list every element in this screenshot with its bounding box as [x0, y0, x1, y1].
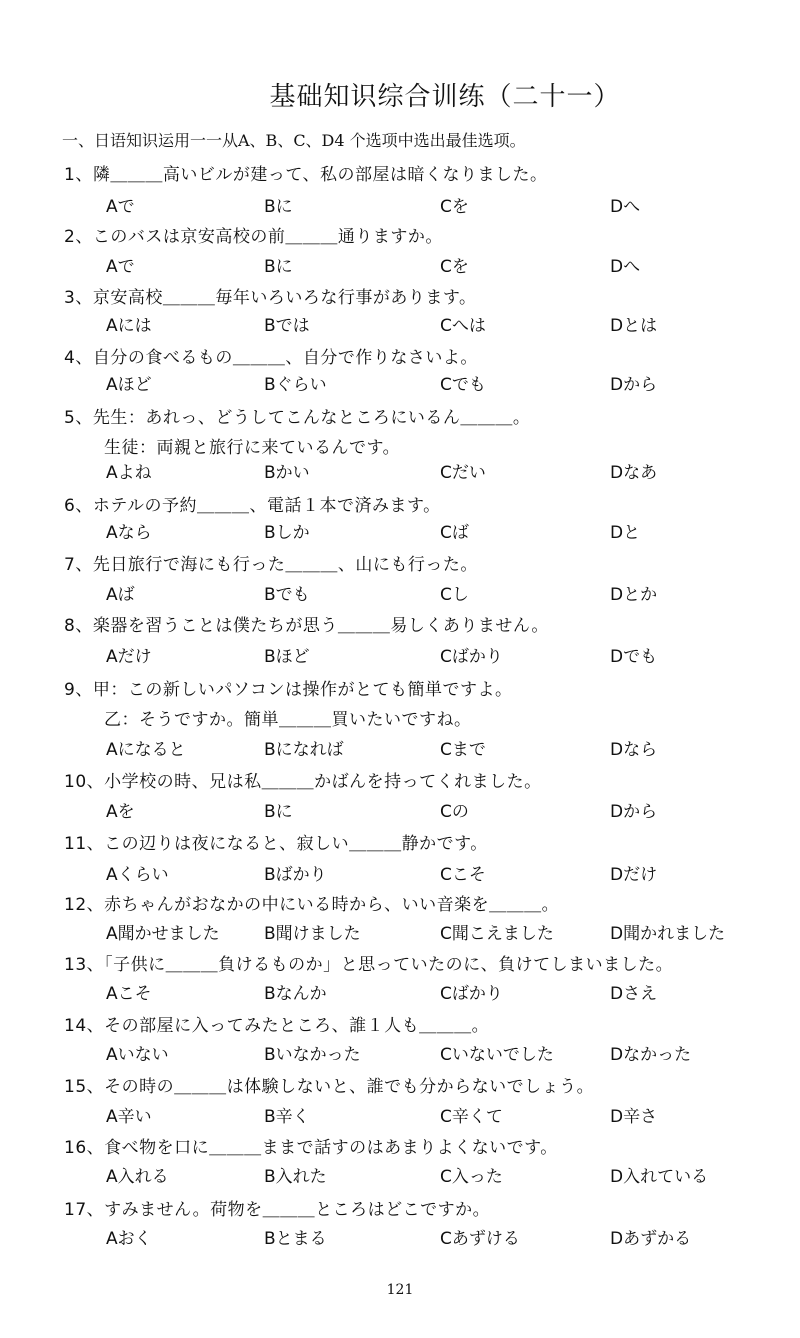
option-a: Aで [106, 257, 135, 277]
option-c: C入った [440, 1167, 503, 1187]
question-text: 1、隣＿＿＿高いビルが建って、私の部屋は暗くなりました。 [64, 165, 548, 185]
question-text: 5、先生：あれっ、どうしてこんなところにいるん＿＿＿。 [64, 408, 531, 428]
option-a: Aなら [106, 523, 152, 543]
option-a: Aほど [106, 375, 152, 395]
option-d: Dから [610, 375, 658, 395]
option-d: Dへ [610, 197, 641, 217]
option-b: Bほど [264, 647, 310, 667]
option-a: A入れる [106, 1167, 169, 1187]
question-text: 4、自分の食べるもの＿＿＿、自分で作りなさいよ。 [64, 348, 478, 368]
option-d: D聞かれました [610, 924, 726, 944]
option-c: Cこそ [440, 865, 486, 885]
answer-options [0, 979, 800, 1003]
answer-options [0, 642, 800, 666]
option-c: Cを [440, 257, 469, 277]
option-b: Bかい [264, 463, 310, 483]
question-text: 8、楽器を習うことは僕たちが思う＿＿＿易しくありません。 [64, 616, 549, 636]
option-d: Dへ [610, 257, 641, 277]
option-a: Aば [106, 585, 135, 605]
option-c: Cあずける [440, 1229, 520, 1249]
option-d: D入れている [610, 1167, 709, 1187]
question-text: 16、食べ物を口に＿＿＿ままで話すのはあまりよくないです。 [64, 1138, 558, 1158]
option-b: Bなんか [264, 984, 327, 1004]
option-d: Dでも [610, 647, 658, 667]
option-c: Cまで [440, 740, 486, 760]
option-a: Aだけ [106, 647, 152, 667]
option-c: Cいないでした [440, 1045, 554, 1065]
page-title: 基础知识综合训练（二十一） [269, 82, 621, 112]
option-a: Aで [106, 197, 135, 217]
option-b: Bでも [264, 585, 310, 605]
option-b: Bになれば [264, 740, 344, 760]
option-b: B入れた [264, 1167, 327, 1187]
answer-options [0, 192, 800, 216]
option-b: Bばかり [264, 865, 327, 885]
option-d: Dとか [610, 585, 658, 605]
page-number: 121 [386, 1282, 414, 1298]
option-d: Dとは [610, 316, 658, 336]
section-instruction: 一、日语知识运用一一从A、B、C、D4 个选项中选出最佳选项。 [62, 131, 526, 150]
question-text: 2、このバスは京安高校の前＿＿＿通りますか。 [64, 227, 443, 247]
option-a: A辛い [106, 1107, 152, 1127]
option-c: Cでも [440, 375, 486, 395]
option-d: Dなら [610, 740, 658, 760]
answer-options [0, 1224, 800, 1248]
answer-options [0, 580, 800, 604]
answer-options [0, 735, 800, 759]
option-d: Dなかった [610, 1045, 692, 1065]
option-a: Aおく [106, 1229, 152, 1249]
question-text: 6、ホテルの予約＿＿＿、電話１本で済みます。 [64, 496, 441, 516]
answer-options [0, 458, 800, 482]
option-d: Dさえ [610, 984, 658, 1004]
question-text: 9、甲：この新しいパソコンは操作がとても簡単ですよ。 [64, 680, 513, 700]
answer-options [0, 370, 800, 394]
answer-options [0, 1102, 800, 1126]
answer-options [0, 1040, 800, 1064]
option-c: Cだい [440, 463, 486, 483]
answer-options [0, 518, 800, 542]
question-text: 12、赤ちゃんがおなかの中にいる時から、いい音楽を＿＿＿。 [64, 895, 560, 915]
option-b: Bしか [264, 523, 310, 543]
option-c: Cばかり [440, 984, 503, 1004]
option-c: C聞こえました [440, 924, 554, 944]
option-b: Bでは [264, 316, 310, 336]
option-b: Bに [264, 257, 293, 277]
option-b: Bに [264, 802, 293, 822]
question-text: 11、この辺りは夜になると、寂しい＿＿＿静かです。 [64, 834, 488, 854]
answer-options [0, 860, 800, 884]
question-text: 14、その部屋に入ってみたところ、誰１人も＿＿＿。 [64, 1016, 490, 1036]
option-d: Dだけ [610, 865, 658, 885]
option-a: A聞かせました [106, 924, 220, 944]
question-text-continued: 生徒：両親と旅行に来ているんです。 [104, 438, 401, 458]
answer-options [0, 1162, 800, 1186]
option-a: Aいない [106, 1045, 169, 1065]
option-a: Aこそ [106, 984, 152, 1004]
answer-options [0, 797, 800, 821]
option-a: Aくらい [106, 865, 169, 885]
option-b: Bいなかった [264, 1045, 361, 1065]
option-b: B辛く [264, 1107, 310, 1127]
question-text: 17、すみません。荷物を＿＿＿ところはどこですか。 [64, 1200, 491, 1220]
answer-options [0, 919, 800, 943]
question-text: 7、先日旅行で海にも行った＿＿＿、山にも行った。 [64, 555, 478, 575]
option-b: B聞けました [264, 924, 361, 944]
option-d: D辛さ [610, 1107, 658, 1127]
option-d: Dと [610, 523, 641, 543]
option-c: Cの [440, 802, 469, 822]
option-a: Aになると [106, 740, 186, 760]
option-b: Bとまる [264, 1229, 327, 1249]
option-c: Cを [440, 197, 469, 217]
option-a: Aには [106, 316, 152, 336]
question-text: 3、京安高校＿＿＿毎年いろいろな行事があります。 [64, 288, 477, 308]
option-d: Dから [610, 802, 658, 822]
answer-options [0, 252, 800, 276]
question-text: 10、小学校の時、兄は私＿＿＿かばんを持ってくれました。 [64, 772, 542, 792]
option-d: Dあずかる [610, 1229, 692, 1249]
option-c: C辛くて [440, 1107, 503, 1127]
option-c: Cし [440, 585, 469, 605]
option-c: Cばかり [440, 647, 503, 667]
answer-options [0, 311, 800, 335]
question-text-continued: 乙：そうですか。簡単＿＿＿買いたいですね。 [104, 710, 472, 730]
option-b: Bに [264, 197, 293, 217]
option-d: Dなあ [610, 463, 658, 483]
option-c: Cば [440, 523, 469, 543]
option-c: Cへは [440, 316, 486, 336]
option-a: Aよね [106, 463, 152, 483]
option-a: Aを [106, 802, 135, 822]
question-text: 15、その時の＿＿＿は体験しないと、誰でも分からないでしょう。 [64, 1077, 595, 1097]
option-b: Bぐらい [264, 375, 327, 395]
question-text: 13、「子供に＿＿＿負けるものか」と思っていたのに、負けてしまいました。 [64, 955, 674, 975]
